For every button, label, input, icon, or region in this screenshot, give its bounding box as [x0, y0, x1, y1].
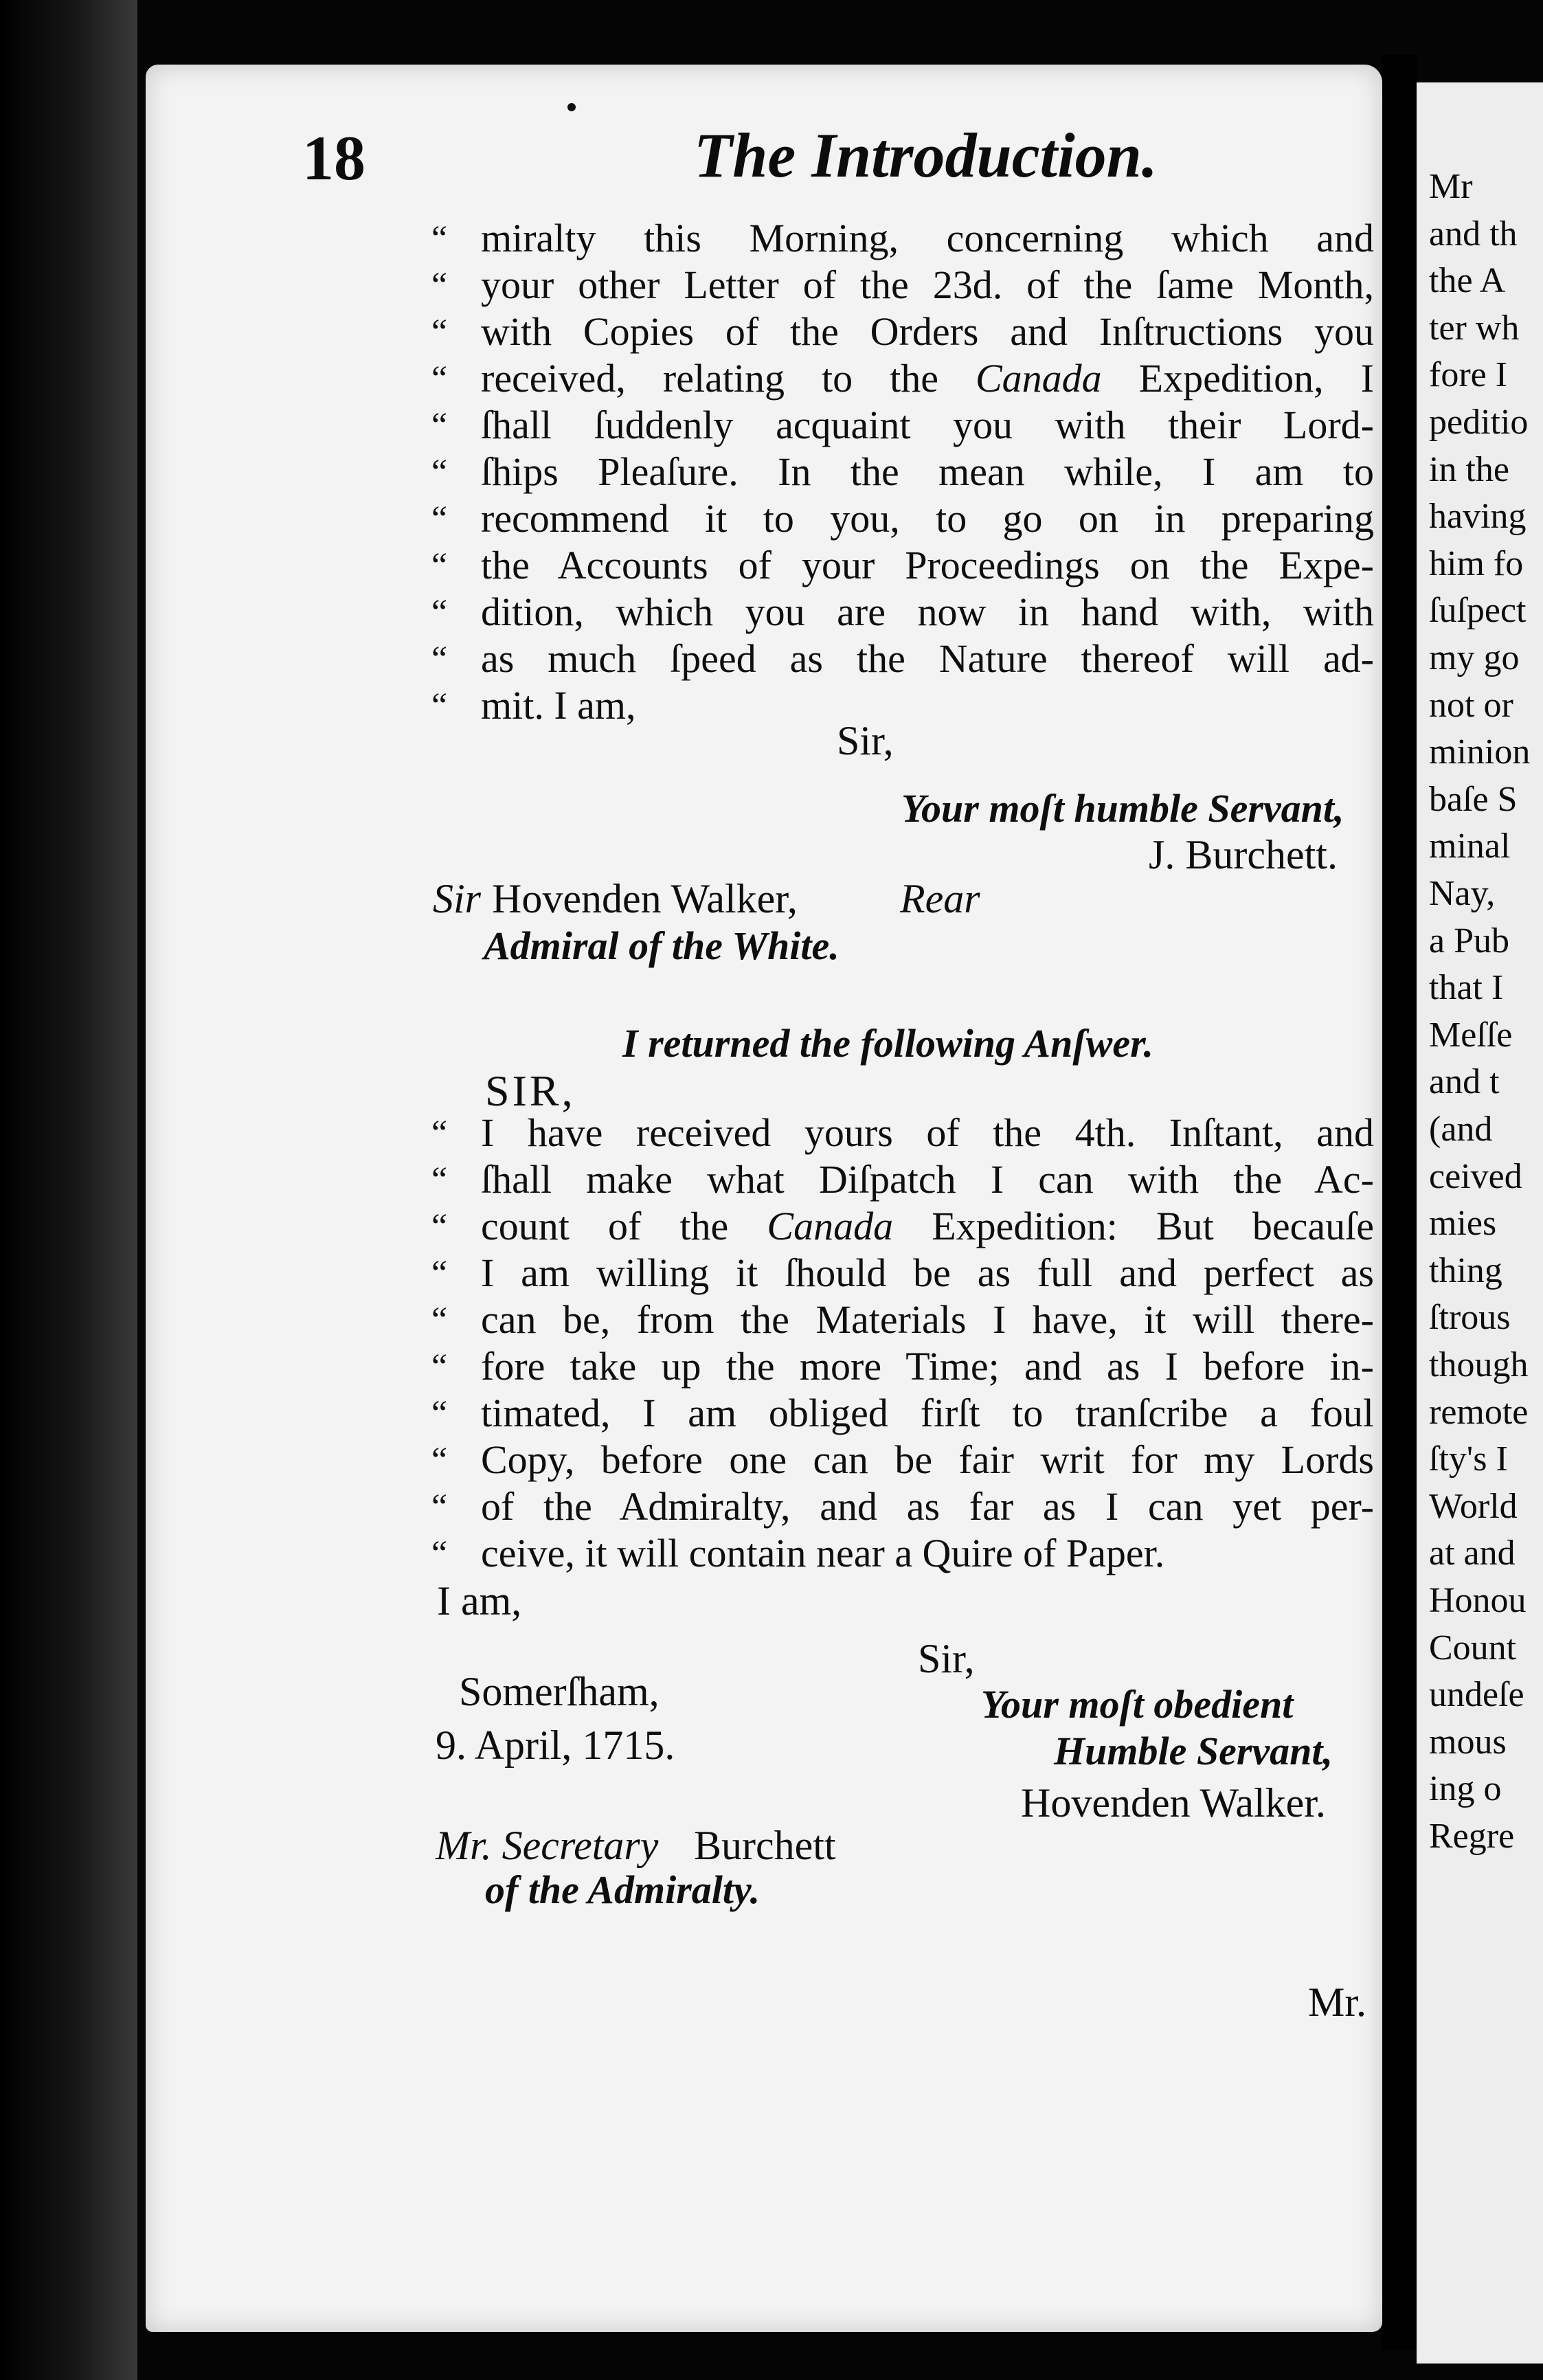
facing-page-line: not or: [1429, 685, 1513, 725]
letter-1-line: recommend it to you, to go on in preparing: [481, 496, 1374, 541]
letter-1-line: received, relating to the Canada Expedition, I: [481, 356, 1374, 401]
facing-page-line: ſty's I: [1429, 1439, 1508, 1479]
letter-2-date: 9. April, 1715.: [436, 1722, 675, 1768]
quotation-mark: “: [431, 313, 448, 352]
quotation-mark: “: [431, 1301, 448, 1340]
facing-page-line: and t: [1429, 1062, 1500, 1102]
letter-1-line: with Copies of the Orders and Inſtructions you: [481, 309, 1374, 354]
facing-page-line: a Pub: [1429, 921, 1509, 961]
quotation-mark: “: [431, 219, 448, 258]
quotation-mark: “: [431, 453, 448, 492]
letter-2-opening: SIR,: [485, 1066, 576, 1115]
facing-page-line: peditio: [1429, 403, 1529, 442]
facing-page-line: Nay,: [1429, 874, 1496, 913]
facing-page-line: and th: [1429, 214, 1518, 254]
quotation-mark: “: [431, 266, 448, 305]
letter-2-line: fore take up the more Time; and as I before in-: [481, 1344, 1374, 1389]
page-number: 18: [302, 123, 365, 193]
facing-page-line: minal: [1429, 827, 1511, 866]
letter-1-closing: Your moſt humble Servant,: [901, 786, 1344, 831]
letter-2-salutation: Sir,: [918, 1636, 975, 1681]
letter-1-line: dition, which you are now in hand with, with: [481, 590, 1374, 634]
facing-page-line: him fo: [1429, 543, 1524, 583]
letter-1-line: ſhips Pleaſure. In the mean while, I am to: [481, 449, 1374, 494]
facing-page-line: ceived: [1429, 1156, 1522, 1196]
letter-2-closing-1: Your moſt obedient: [981, 1682, 1294, 1727]
letter-1-addressee-rank-2: Admiral of the White.: [484, 923, 840, 968]
quotation-mark: “: [431, 1207, 448, 1246]
facing-page-line: Regre: [1429, 1817, 1515, 1856]
quotation-mark: “: [431, 1347, 448, 1387]
running-head: The Introduction.: [694, 120, 1158, 190]
letter-2-line: Copy, before one can be fair writ for my Lords: [481, 1437, 1374, 1482]
facing-page-line: World: [1429, 1486, 1518, 1526]
printer-mark: [567, 103, 576, 111]
letter-1-addressee-prefix: Sir: [433, 876, 482, 921]
letter-2-sign-off: I am,: [437, 1578, 522, 1624]
letter-2-addressee-2: of the Admiralty.: [485, 1867, 761, 1912]
letter-1-salutation: Sir,: [837, 718, 894, 763]
quotation-mark: “: [431, 406, 448, 445]
letter-2-line: count of the Canada Expedition: But becauſe: [481, 1204, 1375, 1248]
facing-page-line: ſuſpect: [1429, 591, 1527, 631]
facing-page-line: Count: [1429, 1628, 1517, 1668]
facing-page-line: thing: [1429, 1250, 1502, 1290]
letter-2-line: I am willing it ſhould be as full and perfect as: [481, 1250, 1374, 1295]
letter-2-signature: Hovenden Walker.: [1021, 1780, 1326, 1826]
letter-2-addressee-prefix: Mr. Secretary: [436, 1823, 659, 1868]
letter-2-closing-2: Humble Servant,: [1054, 1729, 1333, 1773]
quotation-mark: “: [431, 1254, 448, 1293]
answer-intro: I returned the following Anſwer.: [622, 1021, 1153, 1066]
catchword: Mr.: [1308, 1979, 1367, 2025]
letter-2-line: timated, I am obliged firſt to tranſcribe a foul: [481, 1391, 1374, 1435]
facing-page-line: though: [1429, 1345, 1529, 1384]
letter-1-signature: J. Burchett.: [1149, 832, 1338, 877]
facing-page-line: mies: [1429, 1204, 1497, 1244]
letter-2-line: I have received yours of the 4th. Inſtant, and: [481, 1110, 1374, 1155]
quotation-mark: “: [431, 1488, 448, 1527]
letter-1-line: miralty this Morning, concerning which and: [481, 216, 1374, 260]
quotation-mark: “: [431, 546, 448, 585]
facing-page-line: that I: [1429, 968, 1504, 1008]
quotation-mark: “: [431, 499, 448, 539]
facing-page-line: the A: [1429, 261, 1506, 301]
quotation-mark: “: [431, 1394, 448, 1433]
quotation-mark: “: [431, 1441, 448, 1480]
facing-page-line: at and: [1429, 1534, 1516, 1573]
facing-page-line: Honou: [1429, 1581, 1527, 1620]
letter-2-line: ſhall make what Diſpatch I can with the Ac-: [481, 1157, 1374, 1202]
quotation-mark: “: [431, 1534, 448, 1573]
letter-1-addressee-name: Hovenden Walker,: [492, 876, 798, 921]
facing-page-line: baſe S: [1429, 779, 1518, 819]
facing-page-line: having: [1429, 497, 1527, 537]
facing-page-line: remote: [1429, 1392, 1529, 1432]
facing-page-line: ing o: [1429, 1769, 1502, 1809]
binding-shadow: [0, 0, 137, 2380]
facing-page-line: ſtrous: [1429, 1298, 1511, 1338]
facing-page-line: fore I: [1429, 355, 1508, 395]
facing-page-line: undeſe: [1429, 1675, 1524, 1715]
letter-1-line: mit. I am,: [481, 683, 636, 728]
quotation-mark: “: [431, 1114, 448, 1153]
letter-2-line: of the Admiralty, and as far as I can yet per-: [481, 1484, 1374, 1529]
letter-2-line: can be, from the Materials I have, it will there-: [481, 1297, 1374, 1342]
facing-page-line: minion: [1429, 732, 1531, 772]
quotation-mark: “: [431, 1160, 448, 1200]
letter-1-line: as much ſpeed as the Nature thereof will ad-: [481, 636, 1374, 681]
letter-2-addressee-name: Burchett: [694, 1823, 836, 1868]
letter-2-place: Somerſham,: [459, 1669, 660, 1714]
quotation-mark: “: [431, 593, 448, 632]
quotation-mark: “: [431, 359, 448, 398]
facing-page-line: Mr: [1429, 167, 1473, 206]
quotation-mark: “: [431, 640, 448, 679]
letter-2-line: ceive, it will contain near a Quire of Paper.: [481, 1531, 1165, 1575]
letter-1-line: the Accounts of your Proceedings on the Expe-: [481, 543, 1374, 587]
facing-page-line: ter wh: [1429, 308, 1520, 348]
facing-page-line: mous: [1429, 1722, 1507, 1762]
facing-page-line: (and: [1429, 1110, 1493, 1149]
facing-page-line: Meſſe: [1429, 1015, 1513, 1055]
facing-page-line: in the: [1429, 449, 1509, 489]
letter-1-line: your other Letter of the 23d. of the ſame Month,: [481, 262, 1374, 307]
page-gutter: [1382, 55, 1417, 2350]
facing-page-fragment: [1417, 82, 1543, 2364]
letter-1-addressee-rank: Rear: [900, 876, 980, 921]
quotation-mark: “: [431, 686, 448, 726]
letter-1-line: ſhall ſuddenly acquaint you with their Lord-: [481, 403, 1374, 447]
facing-page-line: my go: [1429, 638, 1520, 677]
